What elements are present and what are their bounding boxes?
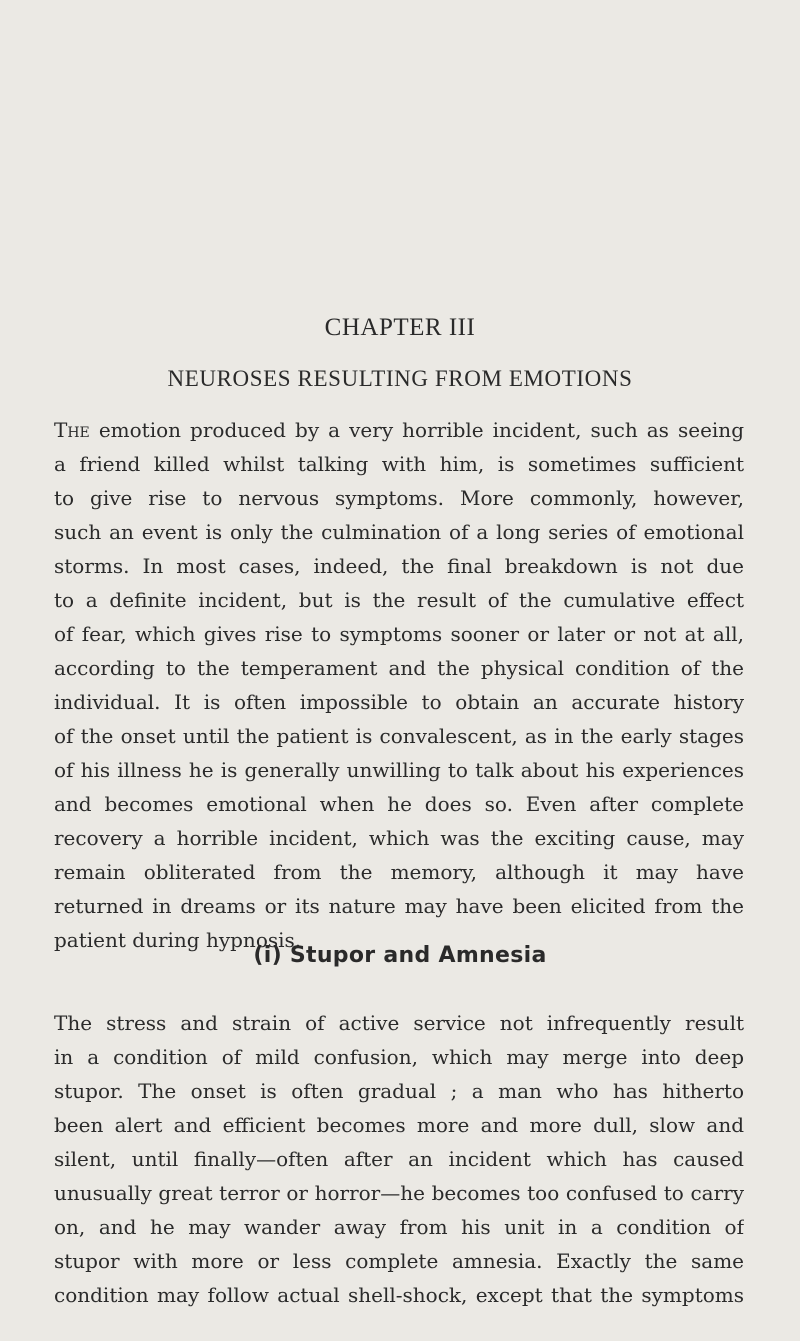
text-line: unusually great terror or horror—he becomes too confused to carry	[54, 1181, 744, 1205]
lead-word: The	[54, 418, 90, 442]
text-line: patient during hypnosis.	[54, 928, 302, 952]
text-line: been alert and efficient becomes more and more dull, slow and	[54, 1113, 744, 1137]
text-line: of the onset until the patient is convalescent, as in the early stages	[54, 724, 744, 748]
text-line: recovery a horrible incident, which was the exciting cause, may	[54, 826, 744, 850]
text-line: The stress and strain of active service not infrequently result	[54, 1011, 744, 1035]
text-line: according to the temperament and the physical condition of the	[54, 656, 744, 680]
text-line: to a definite incident, but is the result of the cumulative effect	[54, 588, 744, 612]
text-line: in a condition of mild confusion, which may merge into deep	[54, 1045, 744, 1069]
text-line: stupor with more or less complete amnesia. Exactly the same	[54, 1249, 744, 1273]
section-heading: (i) Stupor and Amnesia	[253, 943, 547, 968]
text-line: silent, until finally—often after an incident which has caused	[54, 1147, 744, 1171]
text-line: a friend killed whilst talking with him, is sometimes sufficient	[54, 452, 744, 476]
text-line: on, and he may wander away from his unit in a condition of	[54, 1215, 744, 1239]
chapter-title: CHAPTER III	[324, 314, 476, 341]
text-line: of fear, which gives rise to symptoms sooner or later or not at all,	[54, 622, 744, 646]
paragraph-2	[54, 1006, 744, 1312]
text-line: remain obliterated from the memory, although it may have	[54, 860, 744, 884]
text-line: individual. It is often impossible to obtain an accurate history	[54, 690, 744, 714]
text-line: of his illness he is generally unwilling to talk about his experiences	[54, 758, 744, 782]
paragraph-1	[54, 413, 744, 957]
text-line: returned in dreams or its nature may have been elicited from the	[54, 894, 744, 918]
text-line: condition may follow actual shell-shock, except that the symptoms	[54, 1283, 744, 1307]
text-line-rest: emotion produced by a very horrible incident, such as seeing	[89, 418, 744, 442]
text-line: storms. In most cases, indeed, the final breakdown is not due	[54, 554, 744, 578]
text-line: and becomes emotional when he does so. Even after complete	[54, 792, 744, 816]
text-line	[54, 413, 744, 447]
text-line: stupor. The onset is often gradual ; a man who has hitherto	[54, 1079, 744, 1103]
chapter-subtitle: NEUROSES RESULTING FROM EMOTIONS	[167, 366, 633, 391]
text-line: to give rise to nervous symptoms. More commonly, however,	[54, 486, 744, 510]
text-line: such an event is only the culmination of a long series of emotional	[54, 520, 744, 544]
